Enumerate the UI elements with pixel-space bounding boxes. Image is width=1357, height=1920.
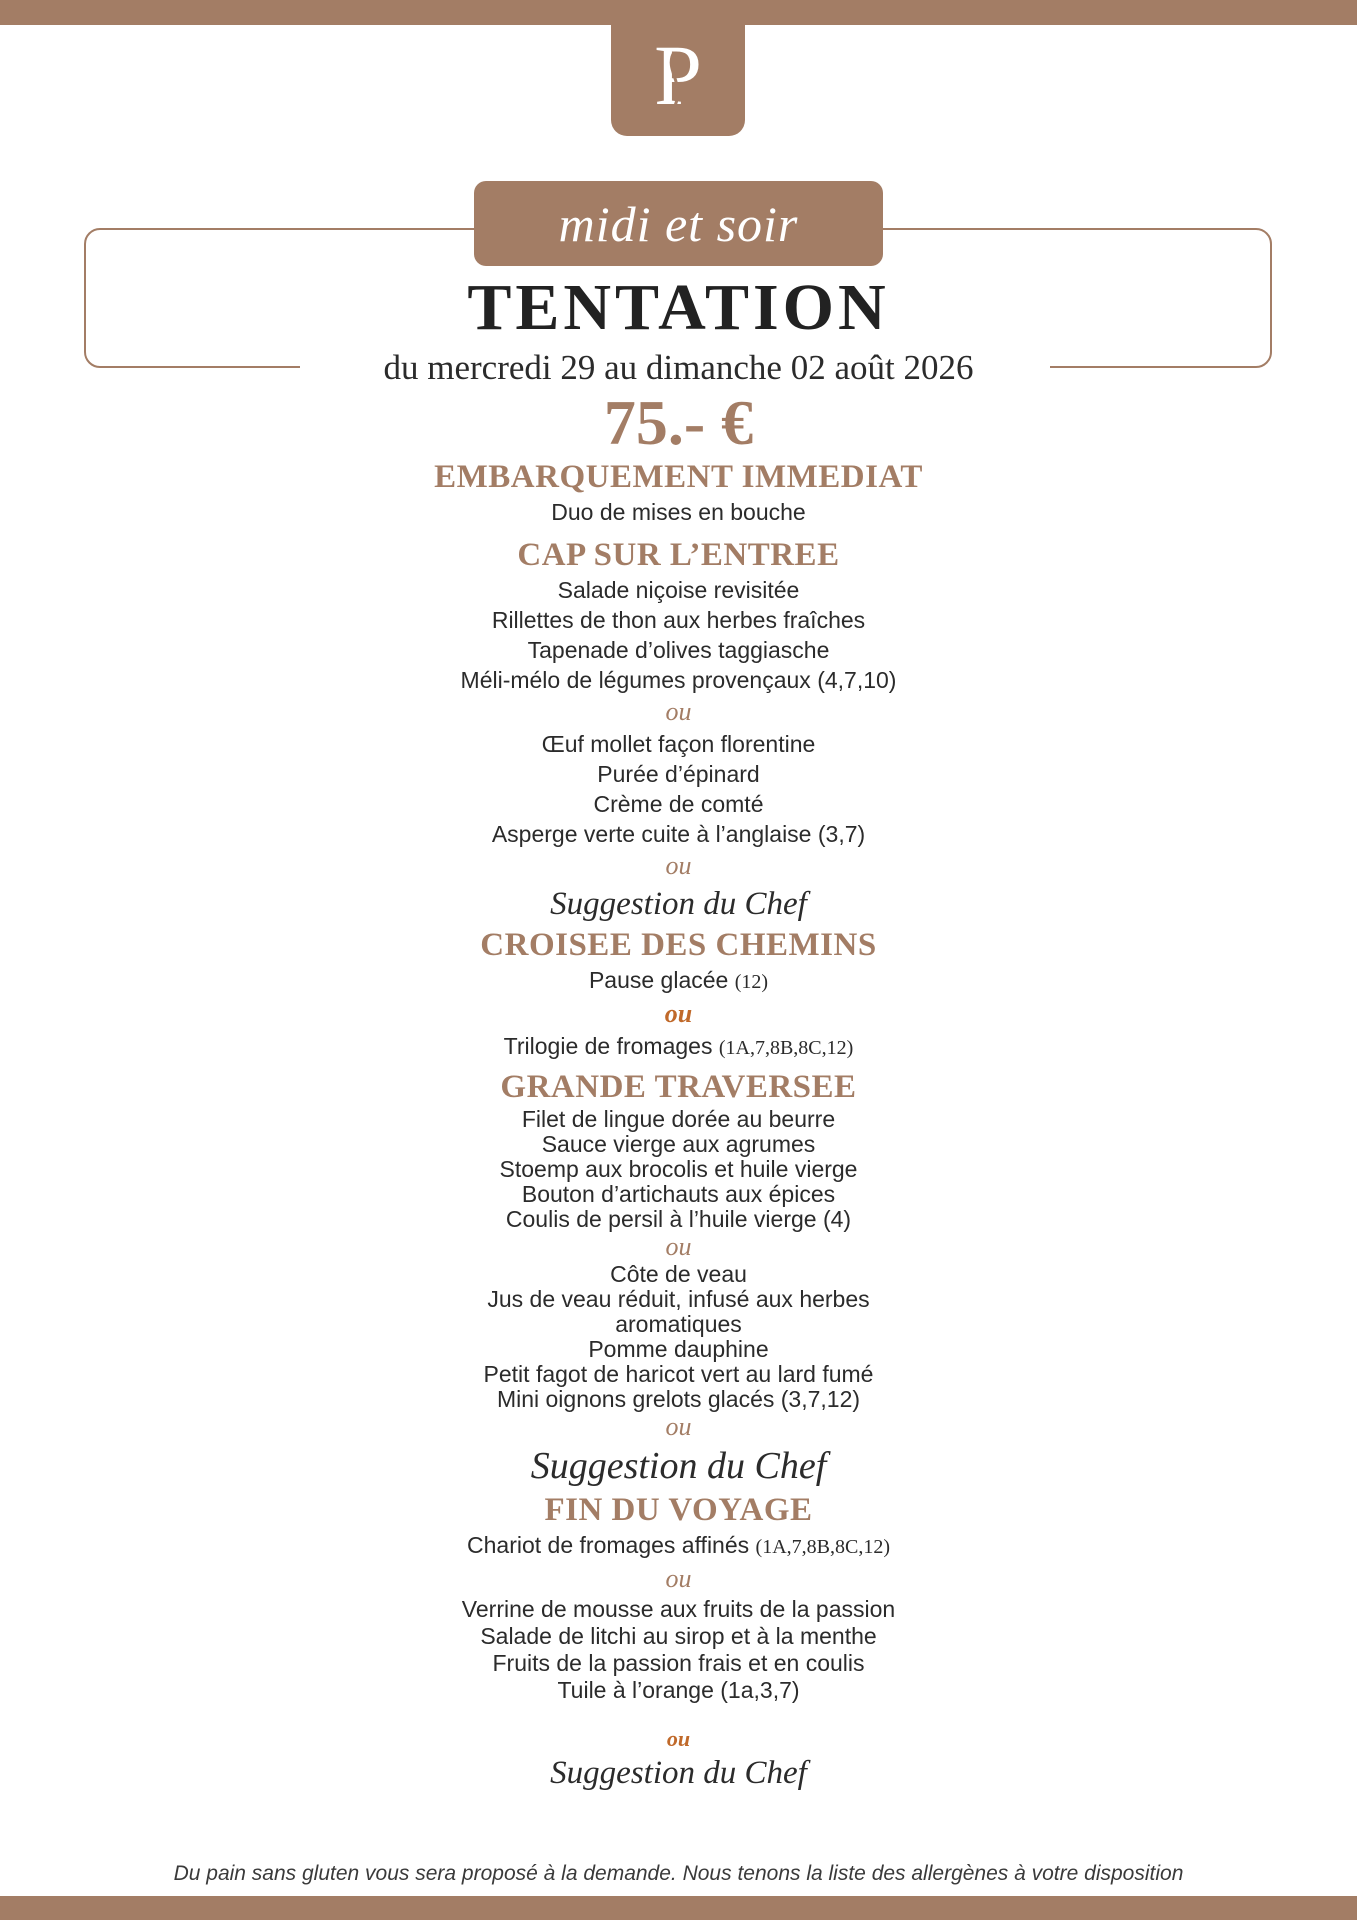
menu-item-text: Trilogie de fromages (503, 1033, 713, 1059)
service-label: midi et soir (558, 195, 799, 252)
allergen-codes: (1A,7,8B,8C,12) (755, 1536, 890, 1558)
section-title-croisee: CROISEE DES CHEMINS (480, 927, 877, 963)
menu-item (0, 1530, 1357, 1562)
menu-item: Tuile à l’orange (1a,3,7) (557, 1677, 800, 1703)
menu-item: Pomme dauphine (588, 1336, 769, 1362)
menu-item: Fruits de la passion frais et en coulis (492, 1650, 865, 1676)
logo-p-icon (643, 32, 713, 122)
or-separator: ou (665, 1232, 692, 1261)
section-title-fin-voyage: FIN DU VOYAGE (544, 1492, 813, 1528)
menu-item: Crème de comté (593, 791, 764, 817)
menu-item (0, 1031, 1357, 1063)
menu-item: Petit fagot de haricot vert au lard fumé (483, 1361, 874, 1387)
menu-item: Filet de lingue dorée au beurre (521, 1106, 836, 1132)
menu-item (0, 965, 1357, 997)
menu-item: Coulis de persil à l’huile vierge (4) (505, 1206, 852, 1232)
or-separator: ou (665, 697, 692, 726)
menu-item: Salade niçoise revisitée (557, 577, 800, 603)
menu-item-text: Pause glacée (588, 967, 729, 993)
menu-item: Sauce vierge aux agrumes (541, 1131, 816, 1157)
or-separator: ou (666, 1726, 691, 1751)
menu-dates: du mercredi 29 au dimanche 02 août 2026 (383, 348, 974, 387)
svg-text:P: P (654, 32, 702, 122)
menu-item: Mini oignons grelots glacés (3,7,12) (496, 1386, 861, 1412)
menu-item: Salade de litchi au sirop et à la menthe (480, 1623, 877, 1649)
menu-item: Méli-mélo de légumes provençaux (4,7,10) (460, 667, 897, 693)
menu-item: Duo de mises en bouche (551, 499, 806, 525)
section-title-embarquement: EMBARQUEMENT IMMEDIAT (434, 459, 923, 495)
menu-item: Œuf mollet façon florentine (541, 731, 816, 757)
menu-item: Stoemp aux brocolis et huile vierge (499, 1156, 858, 1182)
or-separator: ou (665, 851, 692, 880)
chef-suggestion: Suggestion du Chef (550, 1755, 807, 1791)
bottom-band (0, 1896, 1357, 1920)
or-separator: ou (665, 1412, 692, 1441)
allergen-footer-note: Du pain sans gluten vous sera proposé à la demande. Nous tenons la liste des allergènes à votre disposition (173, 1862, 1184, 1885)
or-separator: ou (665, 1564, 692, 1593)
menu-item: Bouton d’artichauts aux épices (521, 1181, 836, 1207)
chef-suggestion: Suggestion du Chef (550, 886, 807, 922)
menu-item: aromatiques (615, 1311, 742, 1337)
menu-title: TENTATION (467, 271, 890, 344)
menu-item-text: Chariot de fromages affinés (467, 1532, 750, 1558)
chef-suggestion: Suggestion du Chef (530, 1445, 827, 1487)
allergen-codes: (12) (734, 971, 769, 993)
menu-item: Jus de veau réduit, infusé aux herbes (487, 1286, 870, 1312)
menu-body (0, 457, 1357, 1794)
or-separator: ou (664, 999, 693, 1028)
menu-item: Tapenade d’olives taggiasche (527, 637, 830, 663)
menu-item: Verrine de mousse aux fruits de la passion (461, 1596, 896, 1622)
allergen-codes: (1A,7,8B,8C,12) (718, 1037, 854, 1059)
menu-item: Rillettes de thon aux herbes fraîches (491, 607, 866, 633)
section-title-traversee: GRANDE TRAVERSEE (500, 1069, 857, 1105)
menu-item: Purée d’épinard (597, 761, 760, 787)
menu-item: Côte de veau (610, 1261, 747, 1287)
restaurant-logo (611, 18, 745, 136)
section-title-entree: CAP SUR L’ENTREE (517, 537, 840, 573)
menu-item: Asperge verte cuite à l’anglaise (3,7) (491, 821, 866, 847)
service-pill (474, 181, 883, 266)
menu-price: 75.- € (603, 387, 754, 458)
